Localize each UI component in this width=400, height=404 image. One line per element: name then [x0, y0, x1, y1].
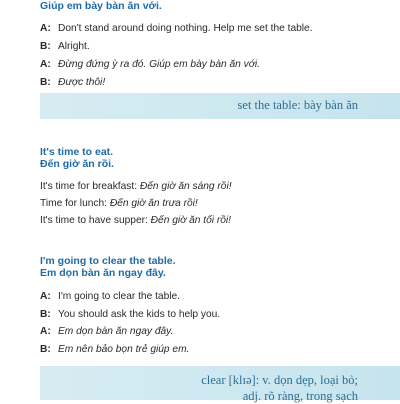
speaker-label: A:	[40, 291, 51, 302]
speaker-label: A:	[40, 59, 51, 70]
speaker-label: A:	[40, 326, 51, 337]
dialogue-line	[40, 76, 105, 89]
section3-heading-en: I'm going to clear the table.	[40, 255, 176, 267]
phrase-en: It's time for breakfast:	[40, 181, 140, 192]
dialogue-text: You should ask the kids to help you.	[58, 309, 221, 320]
dialogue-text: Don't stand around doing nothing. Help me set the table.	[58, 23, 313, 34]
phrase-line	[40, 214, 231, 227]
phrase-en: It's time to have supper:	[40, 215, 151, 226]
vocab-note-line2: adj. rõ ràng, trong sạch	[242, 389, 358, 403]
section2-heading-vi: Đến giờ ăn rồi.	[40, 158, 114, 170]
dialogue-text: Được thôi!	[58, 77, 106, 88]
dialogue-line	[40, 343, 189, 356]
phrase-vi: Đến giờ ăn sáng rồi!	[139, 181, 232, 192]
vocab-note-band	[40, 366, 400, 403]
section2-heading-en: It's time to eat.	[40, 146, 114, 158]
phrase-en: Time for lunch:	[40, 198, 110, 209]
dialogue-text: Em nên bảo bọn trẻ giúp em.	[58, 344, 190, 355]
speaker-label: B:	[40, 41, 51, 52]
vocab-note: set the table: bày bàn ăn	[237, 98, 358, 112]
dialogue-line	[40, 58, 260, 71]
section3-heading-vi: Em dọn bàn ăn ngay đây.	[40, 267, 166, 279]
dialogue-line	[40, 22, 313, 35]
speaker-label: B:	[40, 309, 51, 320]
dialogue-text: I'm going to clear the table.	[58, 291, 181, 302]
vocab-note-band	[40, 93, 400, 119]
phrase-vi: Đến giờ ăn tối rồi!	[150, 215, 232, 226]
dialogue-text: Alright.	[58, 41, 90, 52]
speaker-label: A:	[40, 23, 51, 34]
vocab-note-line1: clear [klɪə]: v. dọn dẹp, loại bỏ;	[201, 373, 358, 387]
speaker-label: B:	[40, 77, 51, 88]
phrase-line	[40, 180, 232, 193]
dialogue-line	[40, 40, 90, 53]
dialogue-line	[40, 325, 173, 338]
dialogue-line	[40, 290, 180, 303]
speaker-label: B:	[40, 344, 51, 355]
phrase-line	[40, 197, 198, 210]
dialogue-line	[40, 308, 220, 321]
section1-heading: Giúp em bày bàn ăn với.	[40, 0, 162, 12]
dialogue-text: Em dọn bàn ăn ngay đây.	[58, 326, 174, 337]
dialogue-text: Đừng đứng ỳ ra đó. Giúp em bày bàn ăn với.	[58, 59, 260, 70]
phrase-vi: Đến giờ ăn trưa rồi!	[109, 198, 198, 209]
